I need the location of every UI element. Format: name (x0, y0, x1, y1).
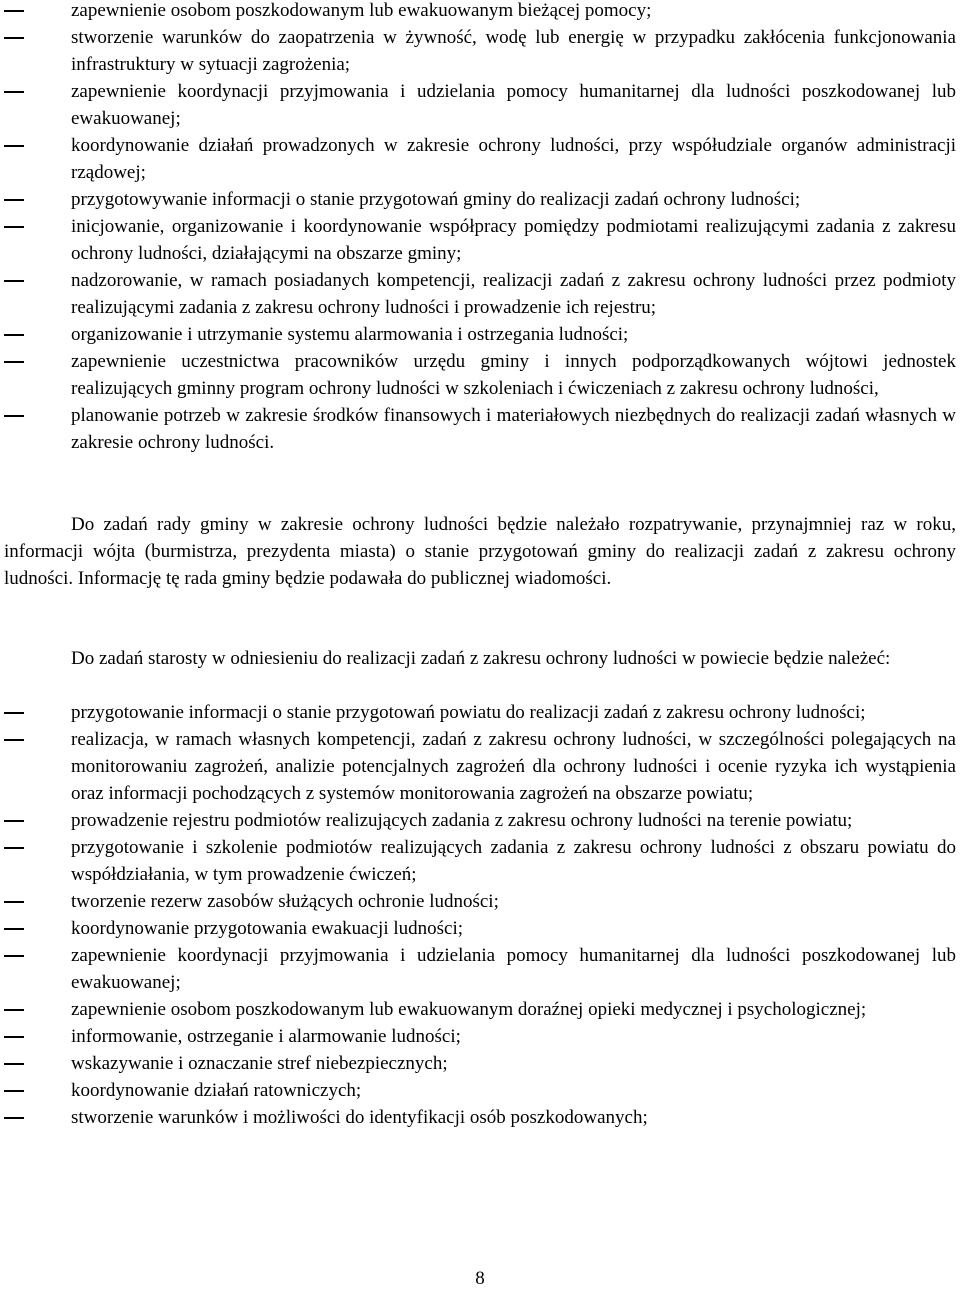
list-item-text: koordynowanie przygotowania ewakuacji ludności; (71, 918, 464, 939)
list-item-text: przygotowanie informacji o stanie przygotowań powiatu do realizacji zadań z zakresu ochrony ludności; (71, 702, 866, 723)
list-item (0, 834, 960, 888)
dash-bullet (4, 712, 24, 714)
starosta-tasks-list (0, 699, 960, 1131)
list-item-text: koordynowanie działań ratowniczych; (71, 1080, 362, 1101)
list-item (0, 132, 960, 186)
dash-bullet (4, 199, 24, 201)
dash-bullet (4, 91, 24, 93)
list-item-text: informowanie, ostrzeganie i alarmowanie ludności; (71, 1026, 461, 1047)
list-item (0, 1104, 960, 1131)
dash-bullet (4, 1117, 24, 1119)
dash-bullet (4, 955, 24, 957)
starosta-intro-paragraph: Do zadań starosty w odniesieniu do realizacji zadań z zakresu ochrony ludności w powiecie będzie należeć: (71, 648, 891, 669)
dash-bullet (4, 10, 24, 12)
list-item-text: przygotowanie i szkolenie podmiotów realizujących zadania z zakresu ochrony ludności z obszaru powiatu do współdziałania, w tym prowadzenie ćwiczeń; (71, 837, 956, 885)
dash-bullet (4, 361, 24, 363)
list-item-text: zapewnienie osobom poszkodowanym lub ewakuowanym bieżącej pomocy; (71, 0, 652, 21)
list-item-text: wskazywanie i oznaczanie stref niebezpiecznych; (71, 1053, 448, 1074)
dash-bullet (4, 334, 24, 336)
list-item-text: stworzenie warunków i możliwości do identyfikacji osób poszkodowanych; (71, 1107, 648, 1128)
list-item-text: organizowanie i utrzymanie systemu alarmowania i ostrzegania ludności; (71, 324, 629, 345)
gmina-tasks-list (0, 0, 960, 456)
list-item (0, 186, 960, 213)
dash-bullet (4, 1009, 24, 1011)
rada-gminy-paragraph: Do zadań rady gminy w zakresie ochrony ludności będzie należało rozpatrywanie, przynajmniej raz w roku, informacji wójta (burmistrza, prezydenta miasta) o stanie przygotowań gminy do realizacji zadań z zakresu ochrony ludności. Informację tę rada gminy będzie podawała do publicznej wiadomości. (4, 514, 956, 589)
list-item (0, 996, 960, 1023)
dash-bullet (4, 145, 24, 147)
list-item-text: zapewnienie koordynacji przyjmowania i udzielania pomocy humanitarnej dla ludności poszkodowanej lub ewakuowanej; (71, 945, 956, 993)
dash-bullet (4, 820, 24, 822)
list-item (0, 402, 960, 456)
list-item (0, 1050, 960, 1077)
dash-bullet (4, 739, 24, 741)
list-item (0, 78, 960, 132)
dash-bullet (4, 37, 24, 39)
list-item (0, 915, 960, 942)
list-item-text: koordynowanie działań prowadzonych w zakresie ochrony ludności, przy współudziale organów administracji rządowej; (71, 135, 956, 183)
list-item-text: zapewnienie koordynacji przyjmowania i udzielania pomocy humanitarnej dla ludności poszkodowanej lub ewakuowanej; (71, 81, 956, 129)
list-item-text: przygotowywanie informacji o stanie przygotowań gminy do realizacji zadań ochrony ludności; (71, 189, 801, 210)
list-item-text: tworzenie rezerw zasobów służących ochronie ludności; (71, 891, 499, 912)
list-item (0, 24, 960, 78)
list-item-text: stworzenie warunków do zaopatrzenia w żywność, wodę lub energię w przypadku zakłócenia funkcjonowania infrastruktury w sytuacji zagrożenia; (71, 27, 956, 75)
dash-bullet (4, 415, 24, 417)
dash-bullet (4, 280, 24, 282)
list-item (0, 1077, 960, 1104)
list-item-text: nadzorowanie, w ramach posiadanych kompetencji, realizacji zadań z zakresu ochrony ludności przez podmioty realizującymi zadania z zakresu ochrony ludności i prowadzenie ich rejestru; (71, 270, 956, 318)
list-item-text: zapewnienie uczestnictwa pracowników urzędu gminy i innych podporządkowanych wójtowi jednostek realizujących gminny program ochrony ludności w szkoleniach i ćwiczeniach z zakresu ochrony ludności, (71, 351, 956, 399)
dash-bullet (4, 847, 24, 849)
list-item-text: inicjowanie, organizowanie i koordynowanie współpracy pomiędzy podmiotami realizującymi zadania z zakresu ochrony ludności, działającymi na obszarze gminy; (71, 216, 956, 264)
list-item (0, 213, 960, 267)
dash-bullet (4, 1036, 24, 1038)
list-item (0, 942, 960, 996)
list-item (0, 726, 960, 807)
list-item (0, 348, 960, 402)
dash-bullet (4, 1063, 24, 1065)
dash-bullet (4, 928, 24, 930)
list-item (0, 321, 960, 348)
dash-bullet (4, 1090, 24, 1092)
list-item-text: prowadzenie rejestru podmiotów realizujących zadania z zakresu ochrony ludności na terenie powiatu; (71, 810, 853, 831)
list-item (0, 0, 960, 24)
list-item (0, 699, 960, 726)
list-item (0, 1023, 960, 1050)
list-item (0, 888, 960, 915)
dash-bullet (4, 901, 24, 903)
list-item (0, 807, 960, 834)
list-item-text: zapewnienie osobom poszkodowanym lub ewakuowanym doraźnej opieki medycznej i psychologicznej; (71, 999, 867, 1020)
list-item (0, 267, 960, 321)
page-number: 8 (475, 1268, 485, 1289)
list-item-text: planowanie potrzeb w zakresie środków finansowych i materiałowych niezbędnych do realizacji zadań własnych w zakresie ochrony ludności. (71, 405, 956, 453)
dash-bullet (4, 226, 24, 228)
list-item-text: realizacja, w ramach własnych kompetencji, zadań z zakresu ochrony ludności, w szczególności polegających na monitorowaniu zagrożeń, analizie potencjalnych zagrożeń dla ochrony ludności i ocenie ryzyka ich wystąpienia oraz informacji pochodzących z systemów monitorowania zagrożeń na obszarze powiatu; (71, 729, 956, 804)
